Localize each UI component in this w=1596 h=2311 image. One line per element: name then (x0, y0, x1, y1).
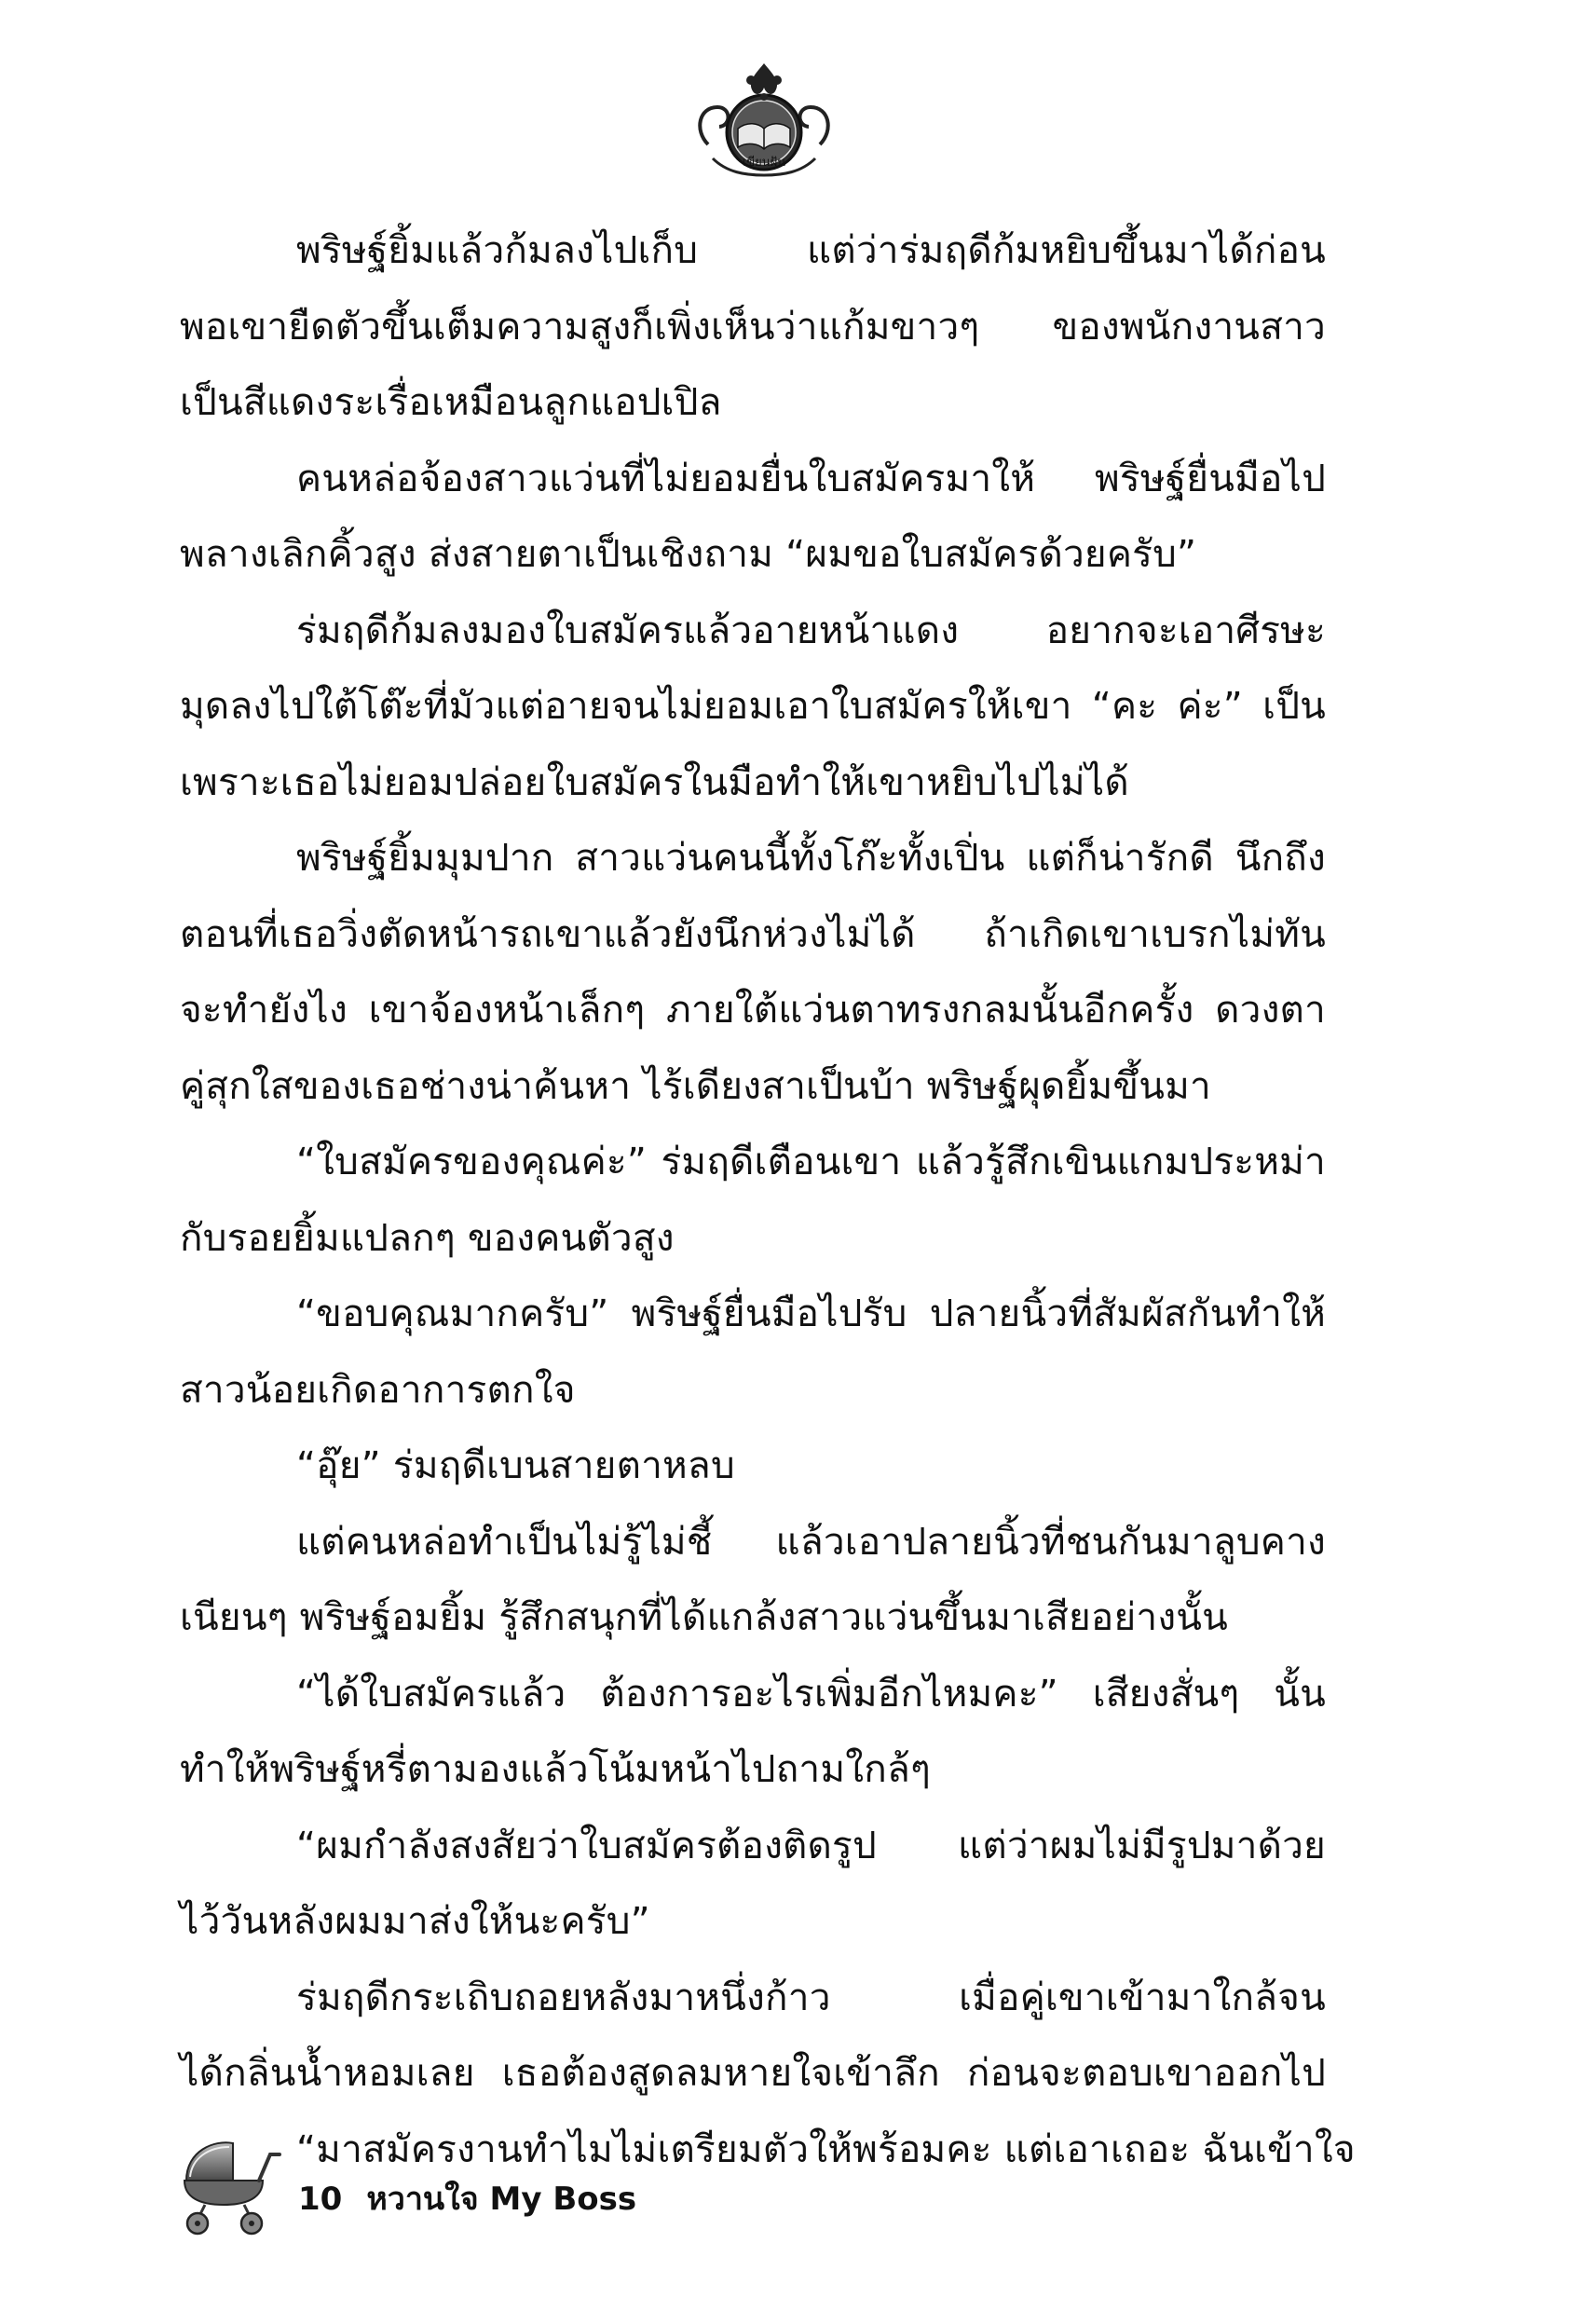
ornate-book-emblem-icon (689, 56, 839, 186)
text-line: “อุ๊ย” ร่มฤดีเบนสายตาหลบ (296, 1443, 735, 1487)
text-line: “ได้ใบสมัครแล้ว ต้องการอะไรเพิ่มอีกไหมคะ” เสียงสั่นๆ นั้น (296, 1670, 1326, 1716)
page-footer (177, 2134, 736, 2246)
text-line: กับรอยยิ้มแปลกๆ ของคนตัวสูง (180, 1214, 675, 1260)
book-title: หวานใจ My Boss (366, 2181, 637, 2218)
baby-stroller-icon (177, 2134, 284, 2236)
text-line: จะทำยังไง เขาจ้องหน้าเล็กๆ ภายใต้แว่นตาทรงกลมนั้นอีกครั้ง ดวงตา (180, 987, 1326, 1032)
text-line: “มาสมัครงานทำไมไม่เตรียมตัวให้พร้อมคะ แต่เอาเถอะ ฉันเข้าใจ (296, 2126, 1356, 2171)
text-line: ร่มฤดีก้มลงมองใบสมัครแล้วอายหน้าแดง อยากจะเอาศีรษะ (296, 607, 1326, 652)
text-line: เป็นสีแดงระเรื่อเหมือนลูกแอปเปิล (180, 379, 722, 424)
footer-text (298, 2173, 636, 2223)
text-line: ได้กลิ่นน้ำหอมเลย เธอต้องสูดลมหายใจเข้าลึก ก่อนจะตอบเขาออกไป (180, 2050, 1326, 2095)
body-text (180, 212, 1356, 2187)
text-line: พริษฐ์ยิ้มมุมปาก สาวแว่นคนนี้ทั้งโก๊ะทั้งเปิ่น แต่ก็น่ารักดี นึกถึง (296, 835, 1326, 880)
text-line: เนียนๆ พริษฐ์อมยิ้ม รู้สึกสนุกที่ได้แกล้งสาวแว่นขึ้นมาเสียอย่างนั้น (180, 1594, 1229, 1639)
text-line: ไว้วันหลังผมมาส่งให้นะครับ” (180, 1898, 650, 1943)
text-line: “ใบสมัครของคุณค่ะ” ร่มฤดีเตือนเขา แล้วรู้สึกเขินแกมประหม่า (296, 1139, 1326, 1183)
text-line: พริษฐ์ยิ้มแล้วก้มลงไปเก็บ แต่ว่าร่มฤดีก้มหยิบขึ้นมาได้ก่อน (296, 227, 1326, 272)
emblem-text: เขียนฝัน (742, 156, 786, 170)
text-line: แต่คนหล่อทำเป็นไม่รู้ไม่ชี้ แล้วเอาปลายนิ้วที่ชนกันมาลูบคาง (296, 1518, 1326, 1564)
text-line: สาวน้อยเกิดอาการตกใจ (180, 1366, 576, 1412)
text-line: ตอนที่เธอวิ่งตัดหน้ารถเขาแล้วยังนึกห่วงไม่ได้ ถ้าเกิดเขาเบรกไม่ทัน (180, 910, 1326, 956)
text-line: เพราะเธอไม่ยอมปล่อยใบสมัครในมือทำให้เขาหยิบไปไม่ได้ (180, 759, 1129, 804)
page-number: 10 (298, 2181, 343, 2218)
text-line: ร่มฤดีกระเถิบถอยหลังมาหนึ่งก้าว เมื่อคู่เขาเข้ามาใกล้จน (296, 1974, 1326, 2019)
text-line: “ผมกำลังสงสัยว่าใบสมัครต้องติดรูป แต่ว่าผมไม่มีรูปมาด้วย (296, 1822, 1326, 1867)
text-line: มุดลงไปใต้โต๊ะที่มัวแต่อายจนไม่ยอมเอาใบสมัครให้เขา “คะ ค่ะ” เป็น (180, 683, 1326, 728)
text-line: คู่สุกใสของเธอช่างน่าค้นหา ไร้เดียงสาเป็นบ้า พริษฐ์ผุดยิ้มขึ้นมา (180, 1062, 1211, 1108)
text-line: คนหล่อจ้องสาวแว่นที่ไม่ยอมยื่นใบสมัครมาให้ พริษฐ์ยื่นมือไป (296, 455, 1326, 500)
text-line: พอเขายืดตัวขึ้นเต็มความสูงก็เพิ่งเห็นว่าแก้มขาวๆ ของพนักงานสาว (180, 303, 1326, 349)
text-line: พลางเลิกคิ้วสูง ส่งสายตาเป็นเชิงถาม “ผมขอใบสมัครด้วยครับ” (180, 531, 1197, 576)
text-line: “ขอบคุณมากครับ” พริษฐ์ยื่นมือไปรับ ปลายนิ้วที่สัมผัสกันทำให้ (296, 1291, 1326, 1335)
text-line: ทำให้พริษฐ์หรี่ตามองแล้วโน้มหน้าไปถามใกล้ๆ (180, 1746, 931, 1791)
